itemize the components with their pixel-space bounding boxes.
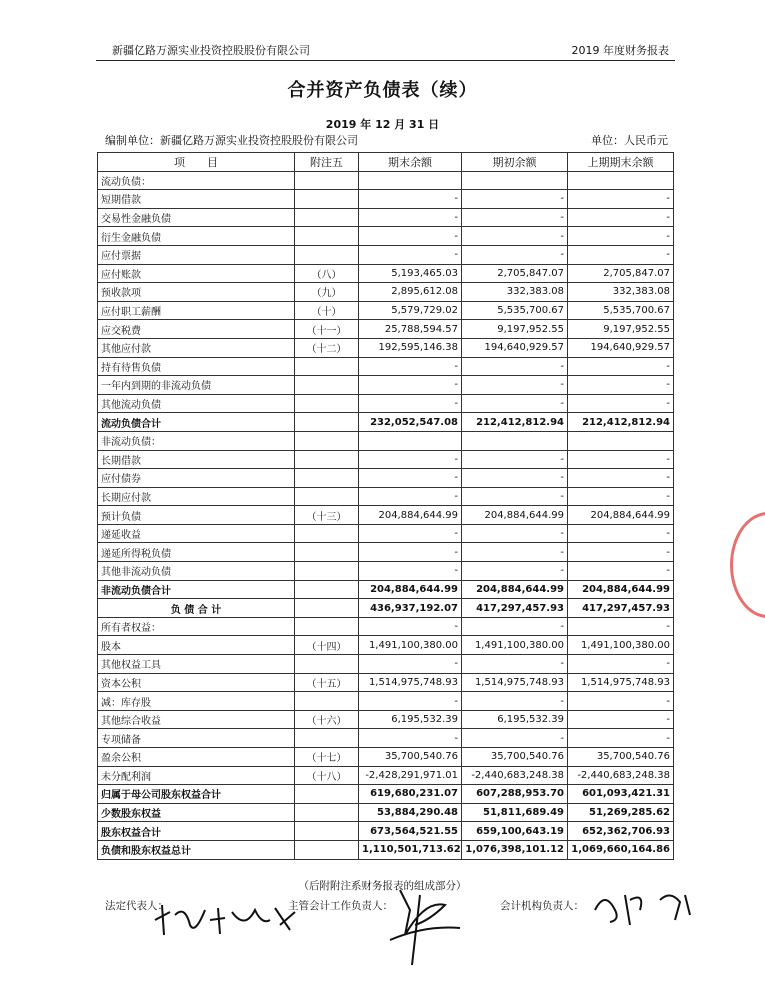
row-item: 应付票据 [98,245,295,264]
row-note [295,543,359,562]
row-begin-balance: 35,700,540.76 [462,748,568,767]
table-row [98,655,674,674]
row-end-balance: 1,491,100,380.00 [359,636,462,655]
row-prior-balance: - [568,208,674,227]
row-item: 应付职工薪酬 [98,301,295,320]
compiler-unit: 编制单位：新疆亿路万源实业投资控股股份有限公司 [105,134,358,147]
row-item: 衍生金融负债 [98,227,295,246]
row-prior-balance [568,171,674,190]
table-row [98,822,674,841]
row-item: 应付债券 [98,469,295,488]
table-row [98,748,674,767]
row-end-balance: - [359,692,462,711]
table-row [98,803,674,822]
row-begin-balance: 417,297,457.93 [462,599,568,618]
row-prior-balance: - [568,394,674,413]
row-prior-balance [568,431,674,450]
report-date: 2019 年 12 月 31 日 [325,118,440,131]
row-end-balance [359,431,462,450]
row-end-balance: - [359,469,462,488]
row-end-balance: - [359,729,462,748]
row-begin-balance: - [462,617,568,636]
row-begin-balance: 332,383.08 [462,283,568,302]
row-end-balance: - [359,543,462,562]
row-end-balance: 25,788,594.57 [359,320,462,339]
table-row [98,190,674,209]
col-header-prior: 上期期末余额 [568,153,674,172]
row-note [295,785,359,804]
row-end-balance: - [359,227,462,246]
row-note [295,208,359,227]
row-begin-balance: 607,288,953.70 [462,785,568,804]
row-prior-balance: 9,197,952.55 [568,320,674,339]
row-item: 非流动负债： [98,431,295,450]
table-row [98,469,674,488]
row-prior-balance: 417,297,457.93 [568,599,674,618]
row-begin-balance: 212,412,812.94 [462,413,568,432]
row-begin-balance [462,171,568,190]
row-note: （十八） [295,766,359,785]
row-end-balance: 5,579,729.02 [359,301,462,320]
row-prior-balance: 332,383.08 [568,283,674,302]
row-item: 应交税费 [98,320,295,339]
row-item: 一年内到期的非流动负债 [98,376,295,395]
balance-sheet-table [97,152,674,860]
row-item: 预计负债 [98,506,295,525]
row-note [295,431,359,450]
table-row [98,785,674,804]
table-row [98,338,674,357]
row-prior-balance: - [568,562,674,581]
row-begin-balance: 659,100,643.19 [462,822,568,841]
table-header-row [98,153,674,172]
row-item: 流动负债： [98,171,295,190]
row-note [295,469,359,488]
table-row [98,710,674,729]
row-prior-balance: 51,269,285.62 [568,803,674,822]
table-row [98,450,674,469]
row-item: 交易性金融负债 [98,208,295,227]
table-row [98,599,674,618]
row-item: 少数股东权益 [98,803,295,822]
row-prior-balance: - [568,692,674,711]
table-row [98,171,674,190]
row-end-balance: - [359,524,462,543]
row-note [295,840,359,859]
row-note [295,692,359,711]
row-note [295,617,359,636]
row-prior-balance: - [568,245,674,264]
row-item: 盈余公积 [98,748,295,767]
row-note [295,450,359,469]
row-begin-balance: - [462,487,568,506]
header-divider [96,60,675,61]
table-row [98,283,674,302]
row-begin-balance: - [462,394,568,413]
row-begin-balance: - [462,562,568,581]
row-note [295,171,359,190]
row-item: 所有者权益： [98,617,295,636]
row-item: 其他应付款 [98,338,295,357]
row-prior-balance: - [568,710,674,729]
row-end-balance: - [359,245,462,264]
row-note [295,357,359,376]
agency-head-label: 会计机构负责人： [500,900,584,912]
row-item: 递延所得税负债 [98,543,295,562]
legal-rep-label: 法定代表人： [105,900,168,912]
row-prior-balance: - [568,450,674,469]
row-prior-balance: - [568,617,674,636]
row-end-balance: -2,428,291,971.01 [359,766,462,785]
row-note [295,655,359,674]
header-report: 2019 年度财务报表 [571,44,669,57]
page-title: 合并资产负债表（续） [287,80,478,101]
table-row [98,729,674,748]
row-note [295,487,359,506]
row-item: 其他流动负债 [98,394,295,413]
red-seal-stamp [730,512,765,618]
legal-rep-signature [150,900,300,940]
header-company: 新疆亿路万源实业投资控股股份有限公司 [112,44,310,57]
row-end-balance: 673,564,521.55 [359,822,462,841]
row-begin-balance: 204,884,644.99 [462,580,568,599]
row-begin-balance: - [462,655,568,674]
row-prior-balance: 601,093,421.31 [568,785,674,804]
row-item: 减：库存股 [98,692,295,711]
row-note: （十一） [295,320,359,339]
row-note [295,376,359,395]
row-note: （十七） [295,748,359,767]
row-end-balance: 619,680,231.07 [359,785,462,804]
row-item: 非流动负债合计 [98,580,295,599]
table-row [98,506,674,525]
row-end-balance: - [359,655,462,674]
row-item: 预收款项 [98,283,295,302]
row-end-balance: - [359,617,462,636]
currency-unit: 单位：人民币元 [591,134,668,147]
row-prior-balance: - [568,357,674,376]
row-item: 未分配利润 [98,766,295,785]
row-item: 应付账款 [98,264,295,283]
col-header-item: 项 目 [98,153,295,172]
row-begin-balance: - [462,227,568,246]
row-note: （十四） [295,636,359,655]
row-end-balance: 436,937,192.07 [359,599,462,618]
row-item: 持有待售负债 [98,357,295,376]
row-note: （八） [295,264,359,283]
row-prior-balance: - [568,376,674,395]
table-row [98,394,674,413]
table-row [98,524,674,543]
row-end-balance: 5,193,465.03 [359,264,462,283]
table-row [98,264,674,283]
table-row [98,227,674,246]
row-prior-balance: -2,440,683,248.38 [568,766,674,785]
row-item: 股本 [98,636,295,655]
row-prior-balance: 1,491,100,380.00 [568,636,674,655]
accounting-head-label: 主管会计工作负责人： [288,900,393,912]
row-begin-balance: - [462,245,568,264]
row-note [295,599,359,618]
row-end-balance: - [359,376,462,395]
row-note: （十五） [295,673,359,692]
table-row [98,245,674,264]
row-note: （十） [295,301,359,320]
row-end-balance: 1,110,501,713.62 [359,840,462,859]
table-row [98,320,674,339]
row-begin-balance: 51,811,689.49 [462,803,568,822]
row-prior-balance: 1,514,975,748.93 [568,673,674,692]
row-end-balance: 204,884,644.99 [359,506,462,525]
row-item: 短期借款 [98,190,295,209]
row-prior-balance: 1,069,660,164.86 [568,840,674,859]
row-note [295,580,359,599]
row-note [295,394,359,413]
row-end-balance: - [359,357,462,376]
row-end-balance [359,171,462,190]
row-end-balance: 6,195,532.39 [359,710,462,729]
row-prior-balance: 2,705,847.07 [568,264,674,283]
row-item: 股东权益合计 [98,822,295,841]
row-item: 递延收益 [98,524,295,543]
row-end-balance: 204,884,644.99 [359,580,462,599]
row-prior-balance: 204,884,644.99 [568,506,674,525]
row-prior-balance: - [568,190,674,209]
row-prior-balance: 212,412,812.94 [568,413,674,432]
row-end-balance: - [359,562,462,581]
footnote: （后附附注系财务报表的组成部分） [298,880,467,892]
row-begin-balance: - [462,190,568,209]
row-note [295,413,359,432]
table-row [98,617,674,636]
table-row [98,543,674,562]
table-row [98,562,674,581]
row-end-balance: - [359,190,462,209]
table-row [98,301,674,320]
row-prior-balance: - [568,524,674,543]
row-begin-balance: -2,440,683,248.38 [462,766,568,785]
row-prior-balance: 652,362,706.93 [568,822,674,841]
row-end-balance: 192,595,146.38 [359,338,462,357]
row-end-balance: 1,514,975,748.93 [359,673,462,692]
row-item: 资本公积 [98,673,295,692]
row-begin-balance: 9,197,952.55 [462,320,568,339]
row-item: 其他综合收益 [98,710,295,729]
row-prior-balance: - [568,543,674,562]
table-row [98,413,674,432]
row-item: 其他权益工具 [98,655,295,674]
row-note: （十二） [295,338,359,357]
row-note [295,245,359,264]
col-header-note: 附注五 [295,153,359,172]
row-prior-balance: 5,535,700.67 [568,301,674,320]
accounting-head-signature [370,880,470,970]
row-begin-balance: - [462,729,568,748]
row-begin-balance: - [462,208,568,227]
row-note [295,190,359,209]
row-note: （九） [295,283,359,302]
row-prior-balance: - [568,655,674,674]
row-prior-balance: - [568,469,674,488]
row-begin-balance: - [462,692,568,711]
table-row [98,431,674,450]
table-row [98,376,674,395]
row-prior-balance: - [568,729,674,748]
row-item: 负债和股东权益总计 [98,840,295,859]
row-item: 长期应付款 [98,487,295,506]
row-begin-balance: - [462,450,568,469]
row-note [295,822,359,841]
row-note [295,524,359,543]
row-end-balance: - [359,208,462,227]
table-row [98,636,674,655]
row-item: 流动负债合计 [98,413,295,432]
row-prior-balance: 35,700,540.76 [568,748,674,767]
row-end-balance: 35,700,540.76 [359,748,462,767]
agency-head-signature [590,880,700,930]
row-end-balance: 53,884,290.48 [359,803,462,822]
row-begin-balance: 1,514,975,748.93 [462,673,568,692]
table-row [98,208,674,227]
row-prior-balance: 204,884,644.99 [568,580,674,599]
table-row [98,766,674,785]
row-begin-balance: 1,076,398,101.12 [462,840,568,859]
table-row [98,692,674,711]
table-row [98,357,674,376]
row-begin-balance: 1,491,100,380.00 [462,636,568,655]
row-begin-balance: 6,195,532.39 [462,710,568,729]
row-note [295,729,359,748]
row-note [295,562,359,581]
col-header-end: 期末余额 [359,153,462,172]
col-header-begin: 期初余额 [462,153,568,172]
row-note [295,803,359,822]
row-note: （十三） [295,506,359,525]
row-begin-balance: - [462,524,568,543]
table-row [98,673,674,692]
row-begin-balance: 2,705,847.07 [462,264,568,283]
row-end-balance: - [359,450,462,469]
row-end-balance: - [359,394,462,413]
table-row [98,580,674,599]
row-begin-balance: - [462,357,568,376]
row-begin-balance: - [462,376,568,395]
row-begin-balance: - [462,469,568,488]
row-prior-balance: - [568,487,674,506]
table-row [98,840,674,859]
row-note: （十六） [295,710,359,729]
row-begin-balance: 194,640,929.57 [462,338,568,357]
row-prior-balance: 194,640,929.57 [568,338,674,357]
row-begin-balance [462,431,568,450]
row-item: 长期借款 [98,450,295,469]
row-prior-balance: - [568,227,674,246]
row-end-balance: 232,052,547.08 [359,413,462,432]
row-item: 负 债 合 计 [98,599,295,618]
row-item: 归属于母公司股东权益合计 [98,785,295,804]
row-begin-balance: - [462,543,568,562]
table-row [98,487,674,506]
row-item: 专项储备 [98,729,295,748]
row-note [295,227,359,246]
row-end-balance: - [359,487,462,506]
row-begin-balance: 204,884,644.99 [462,506,568,525]
row-item: 其他非流动负债 [98,562,295,581]
row-end-balance: 2,895,612.08 [359,283,462,302]
row-begin-balance: 5,535,700.67 [462,301,568,320]
